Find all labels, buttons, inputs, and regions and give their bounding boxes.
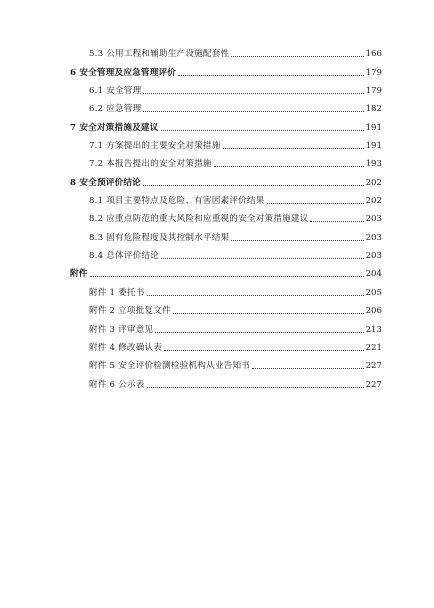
toc-section-entry[interactable] — [70, 188, 382, 206]
toc-dot-leader — [223, 147, 364, 149]
toc-page-number: 182 — [365, 104, 382, 115]
toc-chapter-entry[interactable] — [70, 114, 382, 132]
toc-page-number: 206 — [365, 306, 382, 317]
table-of-contents — [70, 41, 382, 390]
toc-page-number: 227 — [365, 379, 382, 390]
toc-section-entry[interactable] — [70, 353, 382, 371]
toc-dot-leader — [173, 312, 364, 314]
toc-page-number: 221 — [365, 342, 382, 353]
toc-entry-label: 6.2 应急管理 — [89, 104, 142, 115]
toc-section-entry[interactable] — [70, 133, 382, 151]
toc-dot-leader — [252, 367, 364, 369]
toc-dot-leader — [178, 74, 363, 76]
toc-section-entry[interactable] — [70, 371, 382, 389]
toc-dot-leader — [147, 386, 364, 388]
toc-page-number: 166 — [365, 49, 382, 60]
toc-entry-label: 8.4 总体评价结论 — [89, 251, 159, 262]
toc-section-entry[interactable] — [70, 335, 382, 353]
toc-dot-leader — [147, 294, 364, 296]
toc-dot-leader — [161, 129, 364, 131]
toc-section-entry[interactable] — [70, 151, 382, 169]
toc-dot-leader — [143, 92, 363, 94]
toc-entry-label: 附件 3 评审意见 — [89, 324, 154, 335]
toc-entry-label: 6.1 安全管理 — [89, 86, 142, 97]
toc-dot-leader — [90, 275, 364, 277]
toc-page-number: 191 — [365, 122, 382, 133]
toc-entry-label: 7 安全对策措施及建议 — [70, 122, 159, 133]
toc-page-number: 227 — [365, 361, 382, 372]
toc-page-number: 203 — [365, 214, 382, 225]
toc-page-number: 179 — [365, 67, 382, 78]
toc-entry-label: 附件 4 修改确认表 — [89, 342, 163, 353]
toc-dot-leader — [143, 184, 364, 186]
toc-page-number: 179 — [365, 86, 382, 97]
toc-entry-label: 附件 2 立项批复文件 — [89, 306, 171, 317]
toc-chapter-entry[interactable] — [70, 261, 382, 279]
toc-section-entry[interactable] — [70, 224, 382, 242]
toc-entry-label: 7.2 本报告提出的安全对策措施 — [89, 159, 212, 170]
toc-dot-leader — [231, 55, 363, 57]
toc-entry-label: 附件 6 公示表 — [89, 379, 145, 390]
toc-page-number: 202 — [365, 177, 382, 188]
toc-page-number: 213 — [365, 324, 382, 335]
toc-page-number: 193 — [365, 159, 382, 170]
toc-entry-label: 附件 — [70, 269, 88, 280]
toc-section-entry[interactable] — [70, 316, 382, 334]
toc-page-number: 203 — [365, 251, 382, 262]
toc-section-entry[interactable] — [70, 206, 382, 224]
toc-entry-label: 7.1 方案提出的主要安全对策措施 — [89, 141, 221, 152]
toc-section-entry[interactable] — [70, 96, 382, 114]
toc-dot-leader — [161, 257, 364, 259]
toc-entry-label: 8 安全预评价结论 — [70, 177, 141, 188]
toc-section-entry[interactable] — [70, 279, 382, 297]
toc-entry-label: 8.3 固有危险程度及其控制水平结果 — [89, 232, 230, 243]
toc-dot-leader — [155, 331, 363, 333]
toc-page-number: 191 — [365, 141, 382, 152]
toc-page-number: 205 — [365, 287, 382, 298]
toc-chapter-entry[interactable] — [70, 169, 382, 187]
toc-entry-label: 附件 5 安全评价检测检验机构从业告知书 — [89, 361, 251, 372]
toc-section-entry[interactable] — [70, 41, 382, 59]
toc-section-entry[interactable] — [70, 78, 382, 96]
toc-entry-label: 8.1 项目主要特点及危险、有害因素评价结果 — [89, 196, 265, 207]
toc-dot-leader — [143, 110, 363, 112]
toc-dot-leader — [310, 220, 363, 222]
toc-page-number: 204 — [365, 269, 382, 280]
toc-section-entry[interactable] — [70, 298, 382, 316]
toc-dot-leader — [231, 239, 363, 241]
toc-entry-label: 8.2 应重点防范的重大风险和应重视的安全对策措施建议 — [89, 214, 309, 225]
toc-page-number: 202 — [365, 196, 382, 207]
toc-entry-label: 6 安全管理及应急管理评价 — [70, 67, 177, 78]
toc-dot-leader — [164, 349, 364, 351]
toc-entry-label: 附件 1 委托书 — [89, 287, 145, 298]
toc-dot-leader — [214, 165, 364, 167]
toc-dot-leader — [267, 202, 364, 204]
toc-chapter-entry[interactable] — [70, 59, 382, 77]
toc-entry-label: 5.3 公用工程和辅助生产设施配套性 — [89, 49, 230, 60]
toc-page-number: 203 — [365, 232, 382, 243]
toc-section-entry[interactable] — [70, 243, 382, 261]
